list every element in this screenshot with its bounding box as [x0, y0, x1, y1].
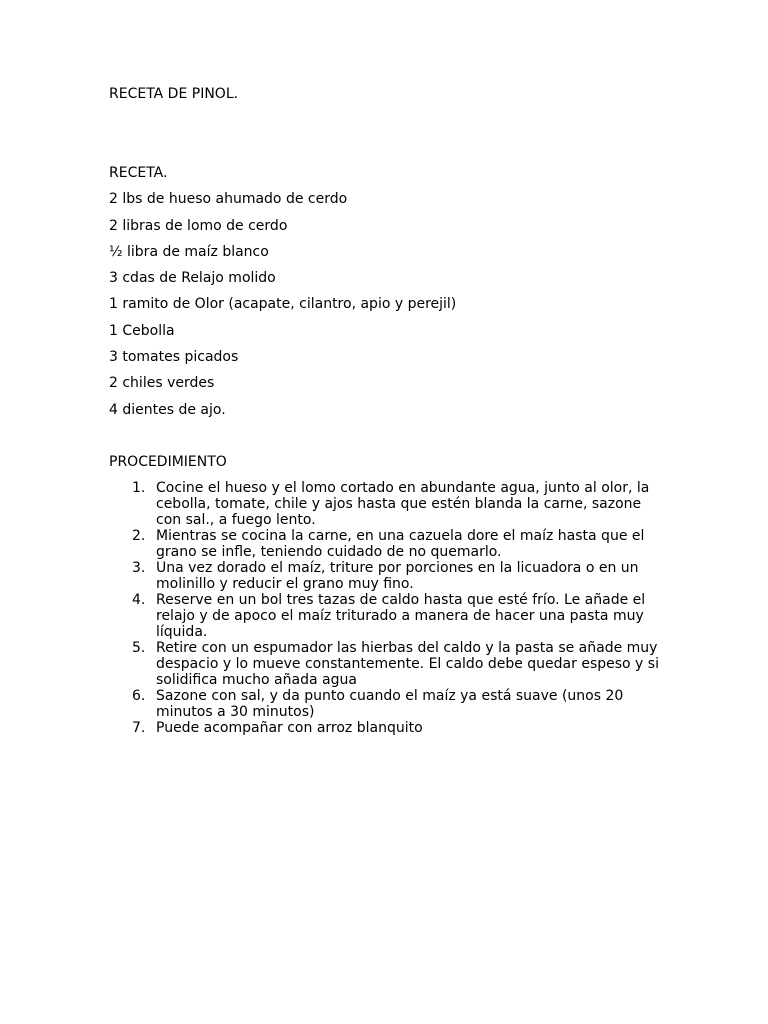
- ingredient-item: 2 lbs de hueso ahumado de cerdo: [109, 191, 348, 208]
- procedure-step: Reserve en un bol tres tazas de caldo hasta que esté frío. Le añade el relajo y de apoco el maíz triturado a manera de hacer una pasta muy líquida.: [156, 592, 646, 640]
- procedure-heading: PROCEDIMIENTO: [109, 454, 227, 470]
- procedure-section: [109, 453, 669, 736]
- procedure-step: Puede acompañar con arroz blanquito: [156, 720, 423, 736]
- ingredient-item: 2 chiles verdes: [109, 375, 215, 392]
- ingredient-list: [109, 190, 456, 418]
- ingredient-item: 1 ramito de Olor (acapate, cilantro, apio y perejil): [109, 296, 457, 313]
- document-title: RECETA DE PINOL.: [109, 86, 239, 102]
- recipe-section: [109, 164, 456, 419]
- recipe-heading: RECETA.: [109, 165, 168, 181]
- ingredient-item: 1 Cebolla: [109, 322, 175, 339]
- procedure-step: Una vez dorado el maíz, triture por porciones en la licuadora o en un molinillo y reducir el grano muy fino.: [156, 560, 639, 592]
- procedure-step: Cocine el hueso y el lomo cortado en abundante agua, junto al olor, la cebolla, tomate, chile y ajos hasta que estén blanda la carne, sazone con sal., a fuego lento.: [156, 480, 650, 528]
- ingredient-item: ½ libra de maíz blanco: [109, 243, 269, 260]
- procedure-step: Retire con un espumador las hierbas del caldo y la pasta se añade muy despacio y lo mueve constantemente. El caldo debe quedar espeso y si solidifica mucho añada agua: [156, 640, 659, 688]
- ingredient-item: 3 cdas de Relajo molido: [109, 270, 276, 287]
- procedure-steps: [109, 480, 669, 736]
- ingredient-item: 2 libras de lomo de cerdo: [109, 217, 288, 234]
- procedure-step: Sazone con sal, y da punto cuando el maíz ya está suave (unos 20 minutos a 30 minutos): [156, 688, 624, 720]
- ingredient-item: 3 tomates picados: [109, 349, 239, 366]
- procedure-step: Mientras se cocina la carne, en una cazuela dore el maíz hasta que el grano se infle, teniendo cuidado de no quemarlo.: [156, 528, 645, 560]
- ingredient-item: 4 dientes de ajo.: [109, 401, 226, 418]
